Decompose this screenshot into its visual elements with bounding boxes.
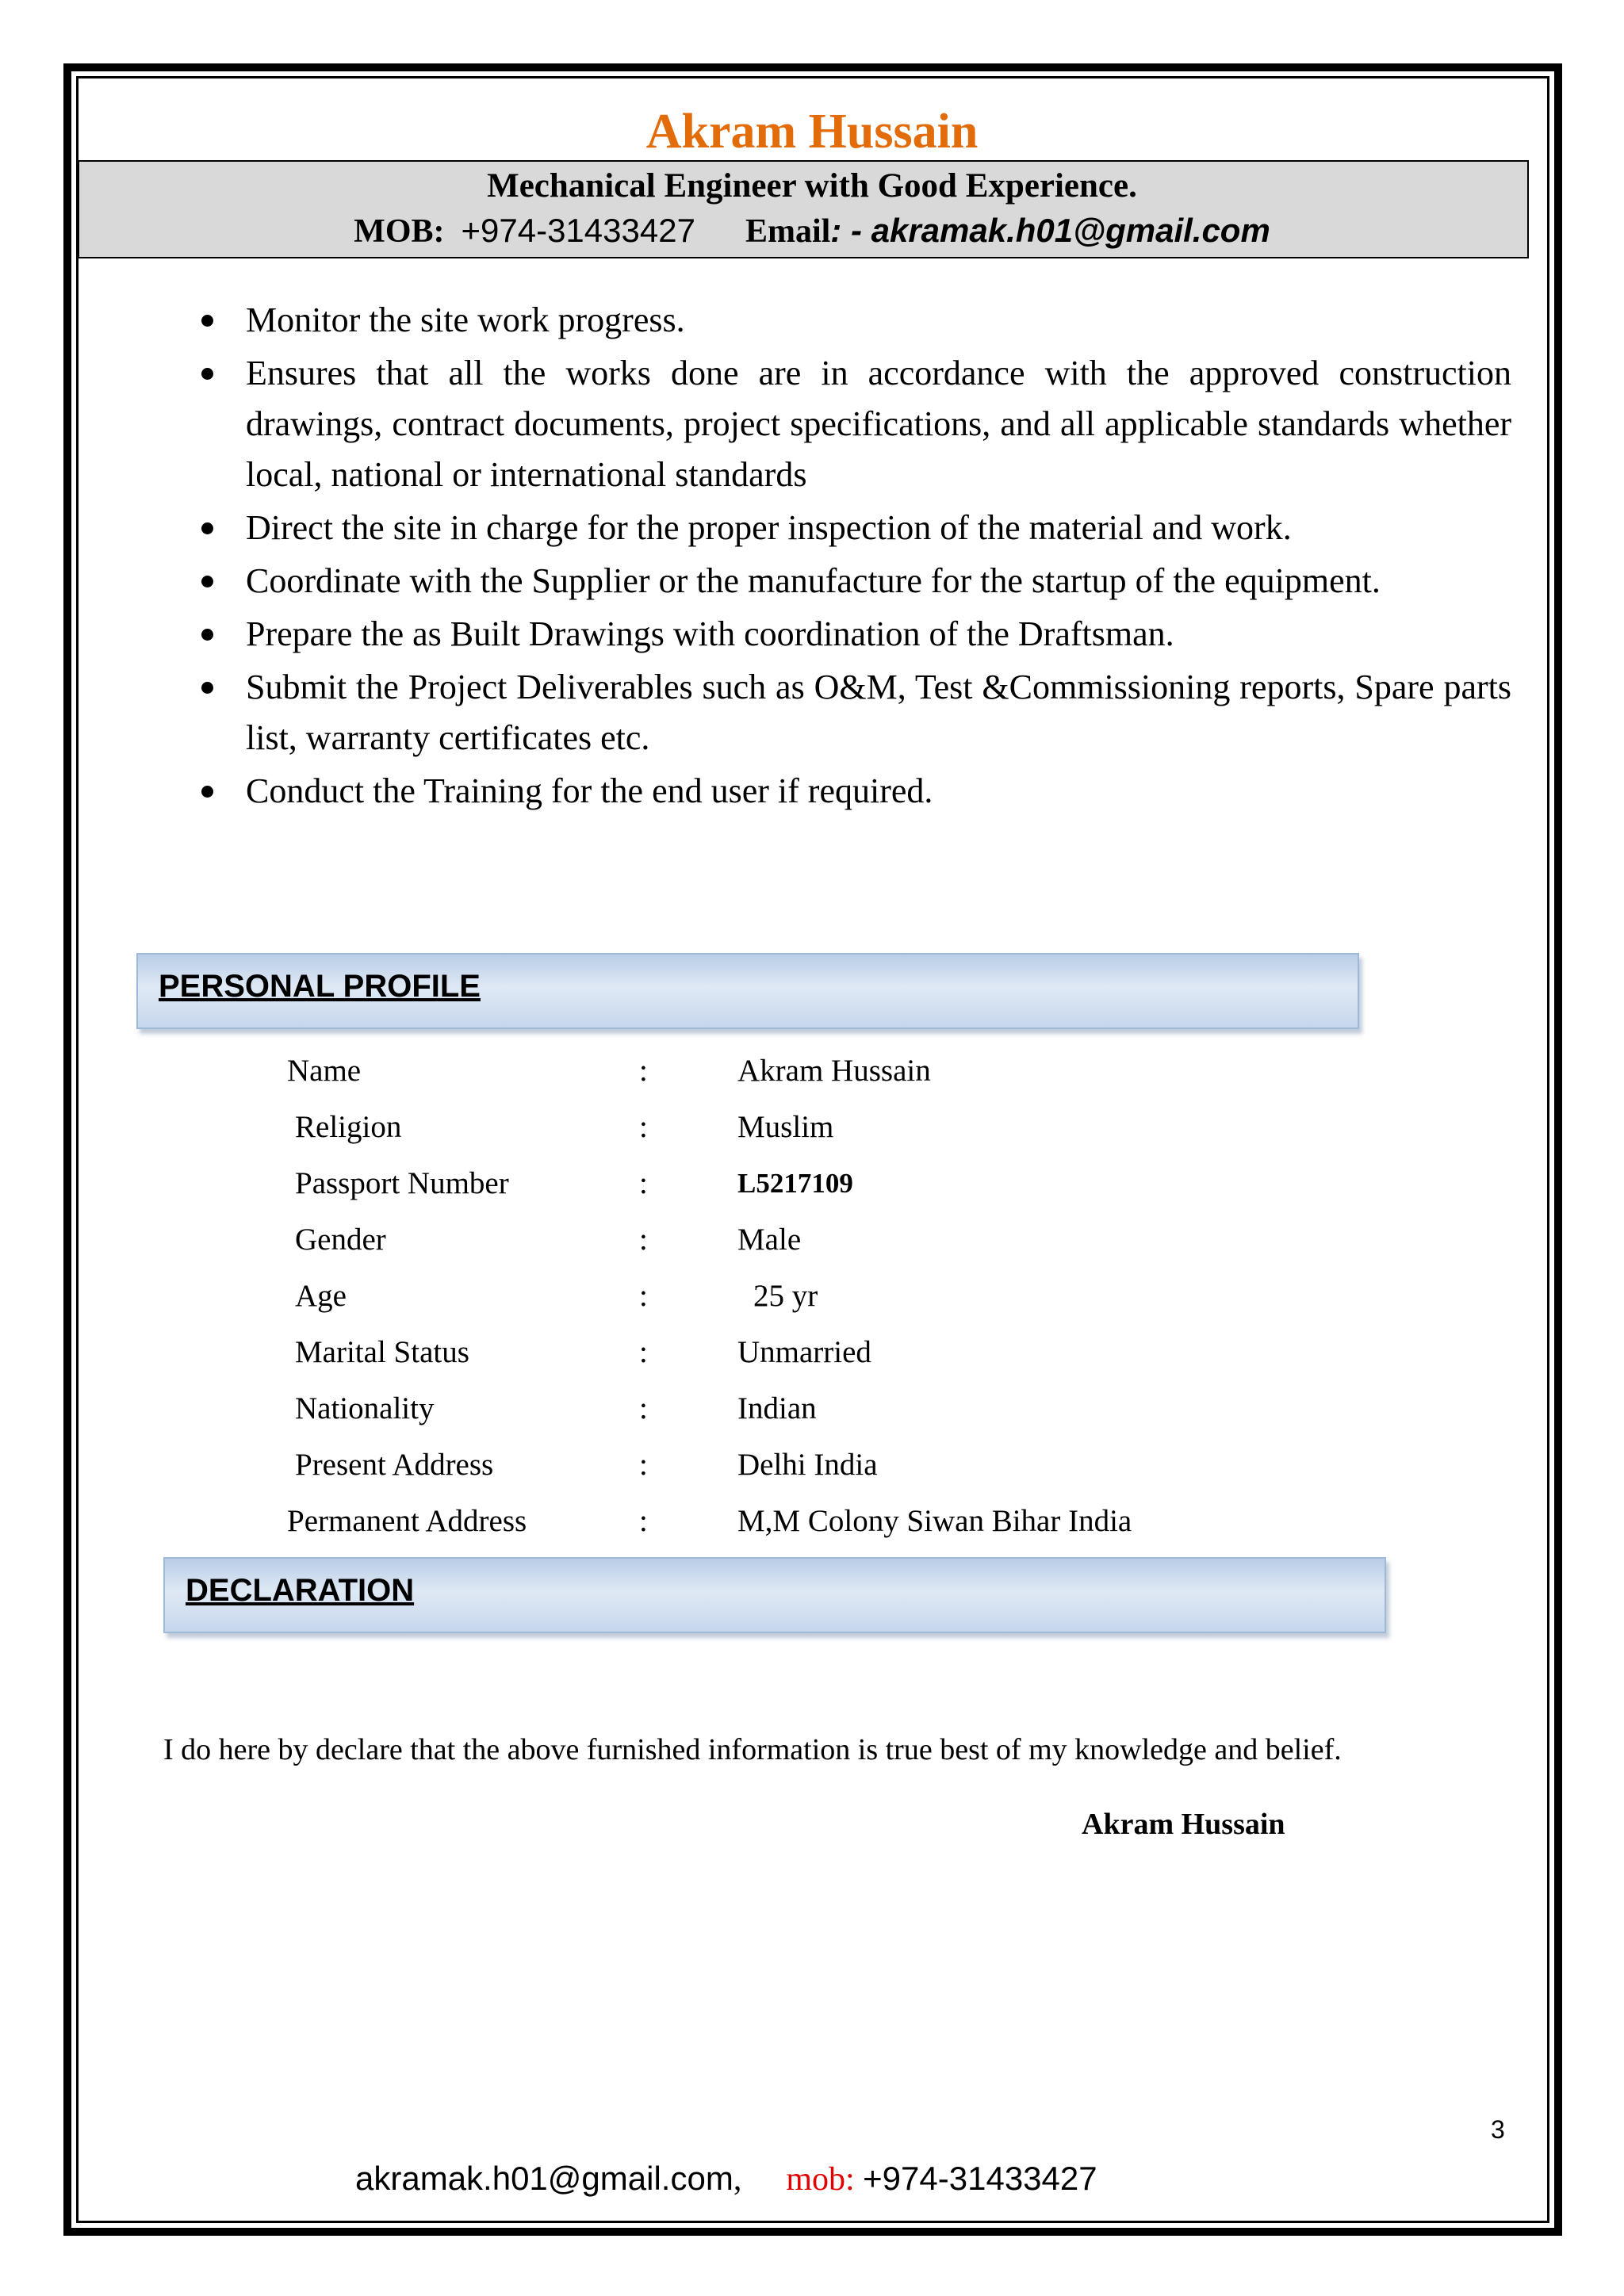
profile-row-permanent-address: Permanent Address : M,M Colony Siwan Bihar India bbox=[287, 1504, 1132, 1538]
declaration-heading-bar bbox=[163, 1557, 1386, 1633]
footer-mob-label: mob: bbox=[786, 2161, 855, 2198]
footer-email: akramak.h01@gmail.com bbox=[355, 2160, 733, 2197]
list-item: Submit the Project Deliverables such as O&M, Test &Commissioning reports, Spare parts list, warranty certificates etc. bbox=[246, 662, 1511, 763]
bullet-icon bbox=[201, 368, 213, 380]
resume-subtitle: Mechanical Engineer with Good Experience. bbox=[487, 167, 1137, 205]
mob-value: +974-31433427 bbox=[461, 212, 695, 249]
resume-name: Akram Hussain bbox=[645, 105, 979, 159]
footer-contact: akramak.h01@gmail.com, mob: +974-31433427 bbox=[355, 2160, 1097, 2198]
declaration-heading: DECLARATION bbox=[186, 1573, 415, 1608]
list-item: Monitor the site work progress. bbox=[246, 295, 1511, 346]
profile-row-gender: Gender : Male bbox=[295, 1223, 802, 1257]
profile-row-passport: Passport Number : L5217109 bbox=[295, 1166, 853, 1200]
declaration-text: I do here by declare that the above furnished information is true best of my knowledge and belief. bbox=[163, 1733, 1342, 1766]
list-item: Direct the site in charge for the proper inspection of the material and work. bbox=[246, 503, 1511, 553]
duties-list bbox=[246, 295, 1511, 819]
email-value: : - akramak.h01@gmail.com bbox=[830, 212, 1270, 249]
signature-name: Akram Hussain bbox=[1082, 1808, 1285, 1841]
email-label: Email bbox=[745, 213, 831, 250]
bullet-icon bbox=[201, 786, 213, 798]
contact-line bbox=[0, 208, 1624, 254]
profile-row-marital-status: Marital Status : Unmarried bbox=[295, 1335, 871, 1369]
profile-row-name: Name : Akram Hussain bbox=[287, 1054, 931, 1088]
bullet-icon bbox=[201, 315, 213, 327]
footer-mob-value: +974-31433427 bbox=[863, 2160, 1097, 2197]
profile-row-religion: Religion : Muslim bbox=[295, 1110, 834, 1144]
bullet-icon bbox=[201, 522, 213, 534]
profile-row-nationality: Nationality : Indian bbox=[295, 1391, 817, 1425]
bullet-icon bbox=[201, 629, 213, 641]
list-item: Ensures that all the works done are in accordance with the approved construction drawings, contract documents, project specifications, and all applicable standards whether local, national or international standards bbox=[246, 348, 1511, 500]
personal-profile-heading: PERSONAL PROFILE bbox=[159, 969, 481, 1004]
list-item: Coordinate with the Supplier or the manufacture for the startup of the equipment. bbox=[246, 556, 1511, 607]
bullet-icon bbox=[201, 576, 213, 587]
personal-profile-heading-bar bbox=[136, 953, 1359, 1029]
page-number: 3 bbox=[1491, 2115, 1505, 2144]
bullet-icon bbox=[201, 682, 213, 694]
list-item: Conduct the Training for the end user if required. bbox=[246, 766, 1511, 817]
profile-row-age: Age : 25 yr bbox=[295, 1279, 818, 1313]
mob-label: MOB: bbox=[354, 213, 445, 250]
profile-row-present-address: Present Address : Delhi India bbox=[295, 1448, 878, 1482]
list-item: Prepare the as Built Drawings with coordination of the Draftsman. bbox=[246, 609, 1511, 660]
